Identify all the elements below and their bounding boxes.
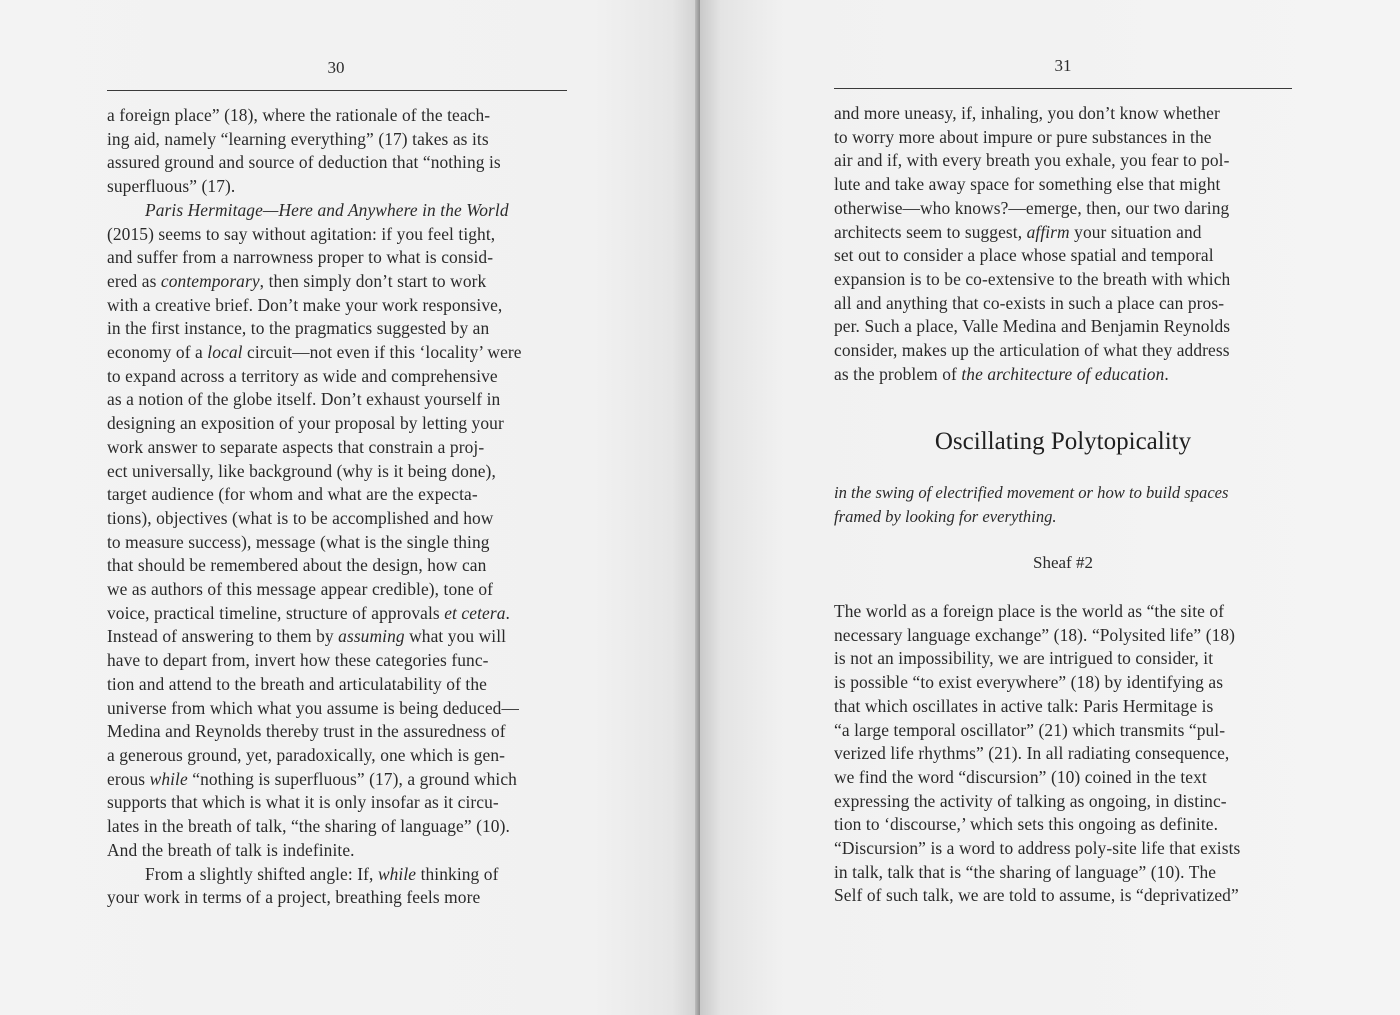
text-line: ing aid, namely “learning everything” (17) takes as its: [107, 128, 489, 149]
text-line: we as authors of this message appear credible), tone of: [107, 579, 494, 600]
text-line: work answer to separate aspects that constrain a proj-: [107, 436, 485, 457]
text-line: tion and attend to the breath and articulatability of the: [107, 673, 487, 694]
text-line: erous while “nothing is superfluous” (17), a ground which: [107, 768, 517, 789]
text-line: voice, practical timeline, structure of approvals et cetera.: [107, 602, 510, 623]
text-line: your work in terms of a project, breathing feels more: [107, 887, 481, 908]
text-line: to measure success), message (what is the single thing: [107, 531, 490, 552]
text-line: consider, makes up the articulation of what they address: [834, 340, 1230, 361]
text-line: as the problem of the architecture of education.: [834, 363, 1169, 384]
text-line: to expand across a territory as wide and comprehensive: [107, 365, 498, 386]
text-line: expansion is to be co-extensive to the breath with which: [834, 268, 1231, 289]
text-line: tions), objectives (what is to be accomplished and how: [107, 507, 494, 528]
text-line: supports that which is what it is only insofar as it circu-: [107, 792, 499, 813]
text-line: otherwise—who knows?—emerge, then, our two daring: [834, 197, 1230, 218]
text-line: have to depart from, invert how these categories func-: [107, 650, 489, 671]
text-line: “Discursion” is a word to address poly-site life that exists: [834, 838, 1241, 859]
section-subtitle: [834, 481, 1292, 529]
text-line: economy of a local circuit—not even if this ‘locality’ were: [107, 342, 522, 363]
text-line: architects seem to suggest, affirm your situation and: [834, 221, 1202, 242]
text-line: per. Such a place, Valle Medina and Benjamin Reynolds: [834, 316, 1231, 337]
right-body-text-top: [834, 102, 1292, 386]
text-line: And the breath of talk is indefinite.: [107, 839, 355, 860]
text-line: target audience (for whom and what are the expecta-: [107, 484, 478, 505]
header-rule-right: [834, 88, 1292, 89]
section-heading: Oscillating Polytopicality: [934, 428, 1192, 455]
text-line: all and anything that co-exists in such a place can pros-: [834, 292, 1225, 313]
text-line: Medina and Reynolds thereby trust in the assuredness of: [107, 721, 506, 742]
text-line: set out to consider a place whose spatial and temporal: [834, 245, 1214, 266]
left-body-text: [107, 104, 567, 910]
text-line: that which oscillates in active talk: Paris Hermitage is: [834, 695, 1214, 716]
text-line: assured ground and source of deduction that “nothing is: [107, 152, 501, 173]
text-line: a foreign place” (18), where the rationale of the teach-: [107, 105, 491, 125]
right-page: [700, 0, 1400, 1015]
text-line: and suffer from a narrowness proper to what is consid-: [107, 247, 494, 268]
text-line: (2015) seems to say without agitation: if you feel tight,: [107, 223, 496, 244]
text-line: that should be remembered about the design, how can: [107, 555, 487, 576]
text-line: From a slightly shifted angle: If, while thinking of: [145, 863, 499, 884]
text-line: is not an impossibility, we are intrigued to consider, it: [834, 648, 1214, 669]
text-line: necessary language exchange” (18). “Polysited life” (18): [834, 624, 1236, 645]
subtitle-line: framed by looking for everything.: [834, 507, 1057, 526]
text-line: ect universally, like background (why is it being done),: [107, 460, 496, 481]
text-line: tion to ‘discourse,’ which sets this ongoing as definite.: [834, 814, 1219, 835]
text-line: and more uneasy, if, inhaling, you don’t know whether: [834, 103, 1220, 123]
text-line: Self of such talk, we are told to assume, is “deprivatized”: [834, 885, 1239, 906]
text-line: with a creative brief. Don’t make your work responsive,: [107, 294, 503, 315]
subtitle-line: in the swing of electrified movement or how to build spaces: [834, 483, 1229, 502]
text-line: universe from which what you assume is being deduced—: [107, 697, 519, 718]
text-line: lute and take away space for something else that might: [834, 174, 1221, 195]
text-line: expressing the activity of talking as ongoing, in distinc-: [834, 790, 1227, 811]
text-line: as a notion of the globe itself. Don’t exhaust yourself in: [107, 389, 501, 410]
text-line: to worry more about impure or pure substances in the: [834, 126, 1212, 147]
sheaf-label: Sheaf #2: [1033, 553, 1093, 572]
text-line: Paris Hermitage—Here and Anywhere in the World: [145, 199, 509, 220]
text-line: a generous ground, yet, paradoxically, one which is gen-: [107, 744, 506, 765]
header-rule-left: [107, 90, 567, 91]
text-line: in the first instance, to the pragmatics suggested by an: [107, 318, 490, 339]
text-line: in talk, talk that is “the sharing of language” (10). The: [834, 861, 1217, 882]
text-line: superfluous” (17).: [107, 176, 236, 197]
text-line: The world as a foreign place is the world as “the site of: [834, 601, 1225, 621]
text-line: verized life rhythms” (21). In all radiating consequence,: [834, 743, 1230, 764]
right-body-text-bottom: [834, 600, 1292, 908]
text-line: Instead of answering to them by assuming what you will: [107, 626, 507, 647]
text-line: “a large temporal oscillator” (21) which transmits “pul-: [834, 719, 1226, 740]
text-line: we find the word “discursion” (10) coined in the text: [834, 766, 1207, 787]
text-line: is possible “to exist everywhere” (18) by identifying as: [834, 672, 1224, 693]
text-line: designing an exposition of your proposal by letting your: [107, 413, 504, 434]
page-number-right: 31: [1054, 56, 1072, 75]
text-line: ered as contemporary, then simply don’t start to work: [107, 270, 487, 291]
text-line: air and if, with every breath you exhale, you fear to pol-: [834, 150, 1230, 171]
page-number-left: 30: [327, 58, 345, 77]
text-line: lates in the breath of talk, “the sharing of language” (10).: [107, 816, 510, 837]
